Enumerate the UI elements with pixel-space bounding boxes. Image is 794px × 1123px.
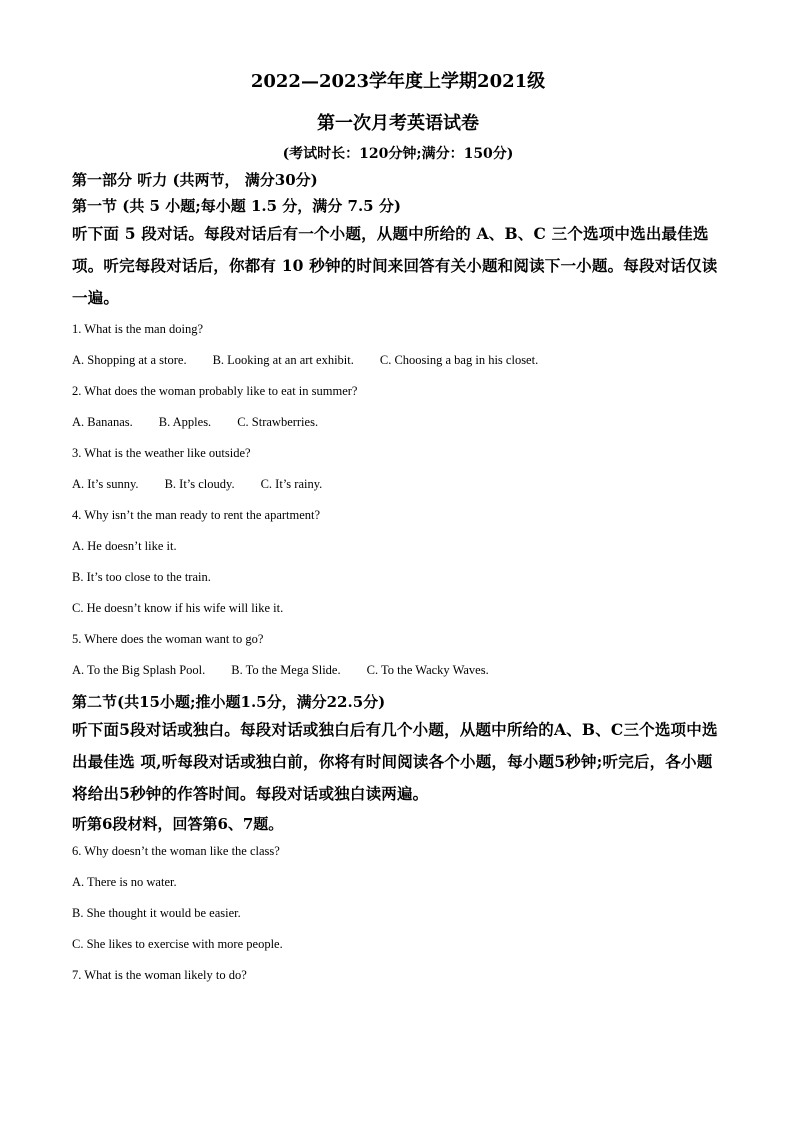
question-options-row	[72, 469, 724, 500]
question-options-row	[72, 345, 724, 376]
option-b: B. To the Mega Slide.	[231, 663, 341, 677]
question-options-row	[72, 655, 724, 686]
option-b: B. She thought it would be easier.	[72, 906, 241, 920]
question-options-row	[72, 407, 724, 438]
option-b: B. Looking at an art exhibit.	[212, 353, 354, 367]
option-a: A. Bananas.	[72, 415, 133, 429]
part1-heading: 第一部分 听力 (共两节， 满分30分)	[72, 171, 318, 189]
question-stem: 4. Why isn’t the man ready to rent the apartment?	[72, 508, 321, 522]
exam-title-line2: 第一次月考英语试卷	[317, 113, 479, 134]
question-stem: 3. What is the weather like outside?	[72, 446, 251, 460]
option-b: B. It’s cloudy.	[164, 477, 235, 491]
option-b: B. It’s too close to the train.	[72, 570, 211, 584]
section2-instructions: 听下面5段对话或独白。每段对话或独白后有几个小题，从题中所给的A、B、C三个选项中选出最佳选 项,听每段对话或独白前，你将有时间阅读各个小题，每小题5秒钟;听完后，各小题将给出5秒钟的作答时间。每段对话或独白读两遍。	[72, 720, 718, 803]
option-a: A. He doesn’t like it.	[72, 539, 177, 553]
option-c: C. Strawberries.	[237, 415, 319, 429]
question-stem: 1. What is the man doing?	[72, 322, 203, 336]
question-stem: 7. What is the woman likely to do?	[72, 968, 247, 982]
option-c: C. He doesn’t know if his wife will like it.	[72, 601, 284, 615]
option-c: C. Choosing a bag in his closet.	[379, 353, 539, 367]
option-a: A. There is no water.	[72, 875, 177, 889]
exam-title-line1: 2022—2023学年度上学期2021级	[250, 71, 546, 92]
material-heading: 听第6段材料，回答第6、7题。	[72, 815, 284, 833]
section2-heading: 第二节(共15小题;推小题1.5分，满分22.5分)	[72, 693, 386, 711]
question-stem: 6. Why doesn’t the woman like the class?	[72, 844, 280, 858]
option-c: C. It’s rainy.	[260, 477, 323, 491]
option-a: A. It’s sunny.	[72, 477, 139, 491]
option-a: A. Shopping at a store.	[72, 353, 187, 367]
option-b: B. Apples.	[158, 415, 212, 429]
question-stem: 5. Where does the woman want to go?	[72, 632, 264, 646]
option-c: C. She likes to exercise with more people.	[72, 937, 283, 951]
exam-page	[72, 70, 724, 991]
section1-instructions: 听下面 5 段对话。每段对话后有一个小题，从题中所给的 A、B、C 三个选项中选出最佳选项。听完每段对话后，你都有 10 秒钟的时间来回答有关小题和阅读下一小题。每段对话仅读一遍。	[72, 224, 718, 307]
section1-heading: 第一节 (共 5 小题;每小题 1.5 分，满分 7.5 分)	[72, 197, 401, 215]
option-a: A. To the Big Splash Pool.	[72, 663, 206, 677]
option-c: C. To the Wacky Waves.	[366, 663, 489, 677]
question-stem: 2. What does the woman probably like to eat in summer?	[72, 384, 358, 398]
exam-subtitle: (考试时长：120分钟;满分：150分)	[282, 146, 514, 162]
